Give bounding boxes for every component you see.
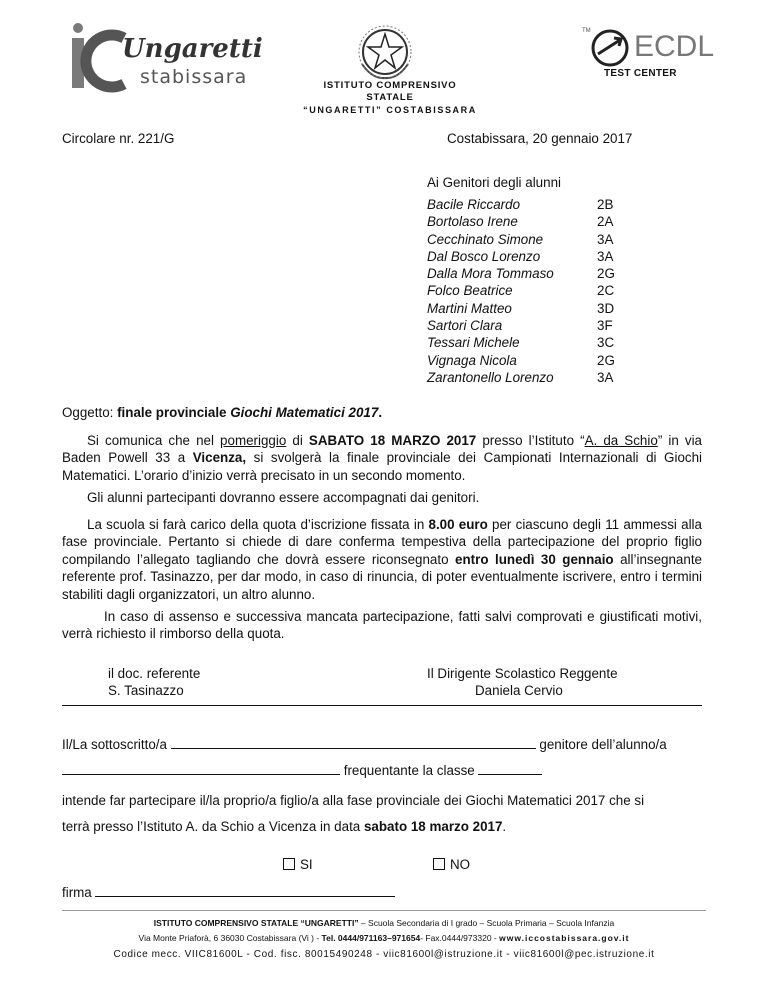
checkbox-label: NO (450, 857, 471, 872)
text: Si comunica che nel (87, 433, 221, 448)
footer-line-3: Codice mecc. VIIC81600L - Cod. fisc. 80015490248 - viic81600l@istruzione.it - viic81600l@pec.istruzione.it (113, 949, 655, 960)
cut-line (62, 705, 702, 706)
text-underlined: pomeriggio (220, 433, 287, 448)
emblem-icon (352, 24, 418, 82)
student-class: 3A (597, 369, 614, 385)
student-name: Dalla Mora Tommaso (427, 266, 554, 282)
checkbox-label: SI (300, 857, 313, 872)
paragraph-accompany: Gli alunni partecipanti dovranno essere accompagnati dai genitori. (87, 490, 480, 505)
student-class: 2G (597, 266, 615, 282)
student-class: 2G (597, 352, 615, 368)
student-name: Martini Matteo (427, 300, 512, 316)
form-label: terrà presso l’Istituto A. da Schio a Vicenza in data (62, 819, 364, 834)
student-name: Vignaga Nicola (427, 352, 517, 368)
paragraph-announcement (62, 432, 702, 484)
ecdl-tm: TM (582, 28, 591, 34)
form-date: sabato 18 marzo 2017 (363, 819, 503, 834)
student-class: 2A (597, 214, 614, 230)
checkbox-icon[interactable] (283, 858, 295, 870)
ecdl-subtitle: TEST CENTER (604, 68, 677, 79)
student-class: 3D (597, 300, 615, 316)
footer-line-1 (40, 918, 728, 928)
student-name: Dal Bosco Lorenzo (427, 248, 541, 264)
footer-address: Via Monte Priaforà, 6 36030 Costabissara (Vi ) - (138, 933, 322, 943)
logo-name: Ungaretti (122, 34, 263, 64)
student-class: 2C (597, 283, 615, 299)
school-heading (300, 80, 480, 116)
paragraph-refund: In caso di assenso e successiva mancata partecipazione, fatti salvi comprovati e giustificati motivi, verrà richiesto il rimborso della quota. (62, 609, 702, 642)
student-class: 2B (597, 197, 614, 212)
student-class: 3F (597, 318, 613, 334)
logo-place: stabissara (140, 66, 248, 88)
footer-line-2 (40, 933, 728, 943)
student-name: Zarantonello Lorenzo (427, 369, 554, 385)
text: presso l’Istituto “ (476, 433, 585, 448)
subject-bold: finale provinciale (117, 405, 231, 420)
form-label: Il/La sottoscritto/a (62, 737, 171, 752)
form-label: genitore dell’alunno/a (535, 737, 667, 752)
student-names (427, 196, 554, 386)
signature-role: Il Dirigente Scolastico Reggente (427, 666, 618, 681)
student-name: Bortolaso Irene (427, 214, 518, 230)
student-name: Sartori Clara (427, 318, 503, 334)
parent-name-field[interactable] (171, 736, 536, 749)
deadline: entro lunedì 30 gennaio (455, 551, 614, 567)
checkbox-no[interactable] (433, 857, 470, 872)
text: di (286, 433, 309, 448)
footer-website[interactable]: www.iccostabissara.gov.it (499, 933, 630, 943)
form-line-student (62, 762, 542, 780)
city: Vicenza, (192, 450, 247, 466)
form-label: firma (62, 885, 96, 900)
student-class: 3C (597, 335, 615, 351)
form-line-parent (62, 736, 667, 754)
form-label: . (502, 819, 507, 834)
paragraph-fee (62, 516, 702, 603)
class-field[interactable] (478, 762, 542, 775)
footer-divider (62, 910, 706, 911)
signature-role: il doc. referente (108, 666, 201, 681)
student-name: Folco Beatrice (427, 283, 513, 299)
addressee: Ai Genitori degli alunni (427, 175, 561, 190)
text: per ciascuno degli 11 ammessi alla fase provinciale. Pertanto si chiede di dare conferma tempestiva della partecipazione del proprio figlio compilando l’allegato tagliando che dovrà essere riconsegnato (62, 517, 702, 567)
signature-principal (427, 665, 618, 699)
italian-republic-emblem (352, 24, 418, 82)
signature-field[interactable] (95, 884, 395, 897)
signature-name: S. Tasinazzo (108, 683, 184, 698)
student-name-field[interactable] (62, 762, 340, 775)
text: si svolgerà la finale provinciale dei Campionati Internazionali di Giochi Matematici. L’orario d’inizio verrà precisato in un secondo momento. (62, 450, 703, 483)
signature-name: Daniela Cervio (475, 683, 563, 698)
signature-referent (108, 665, 200, 699)
school-line-2: “UNGARETTI” COSTABISSARA (303, 105, 477, 115)
subject-line (62, 405, 382, 420)
event-date: SABATO 18 MARZO 2017 (308, 433, 477, 448)
footer-text: – Scuola Secondaria di I grado – Scuola Primaria – Scuola Infanzia (358, 918, 615, 928)
ecdl-globe-icon (590, 28, 630, 68)
subject-bold-italic: Giochi Matematici 2017 (230, 405, 379, 420)
student-class: 3A (597, 248, 614, 264)
date-line: Costabissara, 20 gennaio 2017 (447, 131, 633, 146)
text: all’insegnante referente prof. Tasinazzo, per dar modo, in caso di rinuncia, di poter eventualmente iscrivere, entro i termini stabiliti dagli organizzatori, un altro alunno. (62, 551, 702, 602)
school-logo (62, 18, 262, 98)
form-line-location (62, 818, 506, 836)
text: ” in via Baden Powell 33 a (62, 433, 702, 466)
form-line-intent: intende far partecipare il/la proprio/a figlio/a alla fase provinciale dei Giochi Matematici 2017 che si (62, 793, 645, 808)
form-label: frequentante la classe (340, 763, 479, 778)
fee-amount: 8.00 euro (428, 517, 488, 532)
subject-label: Oggetto: (62, 405, 118, 420)
signature-field-line (62, 884, 395, 900)
footer-fax: - Fax.0444/973320 - (420, 933, 500, 943)
ecdl-logo (580, 20, 715, 84)
footer-phone: Tel. 0444/971163–971654 (321, 933, 421, 943)
student-name: Cecchinato Simone (427, 231, 544, 247)
checkbox-icon[interactable] (433, 858, 445, 870)
text: La scuola si farà carico della quota d’iscrizione fissata in (87, 517, 429, 532)
ecdl-text: ECDL (634, 30, 715, 63)
school-line-1: ISTITUTO COMPRENSIVO STATALE (323, 80, 457, 103)
checkbox-si[interactable] (283, 857, 313, 872)
student-class: 3A (597, 231, 614, 247)
subject-end: . (378, 405, 383, 420)
student-name: Tessari Michele (427, 335, 520, 351)
footer-school-name: ISTITUTO COMPRENSIVO STATALE “UNGARETTI” (153, 918, 359, 928)
circular-number: Circolare nr. 221/G (62, 131, 175, 146)
institute-name: A. da Schio (584, 433, 658, 448)
student-name: Bacile Riccardo (427, 197, 521, 212)
student-classes (597, 196, 615, 386)
